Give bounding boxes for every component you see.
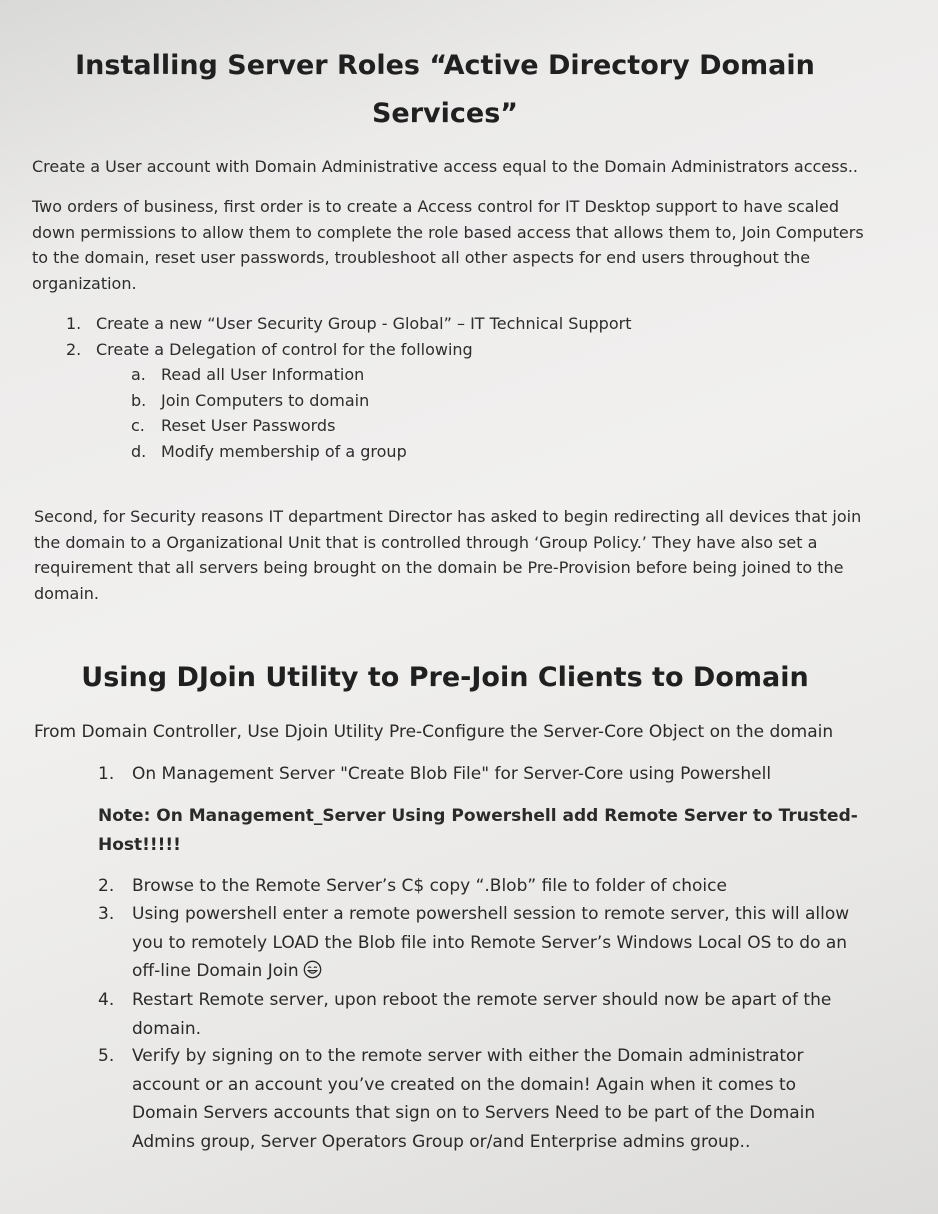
sub-list-letter: d. [131, 441, 147, 461]
note-line: Host!!!!! [98, 834, 181, 855]
paragraph1-line: to the domain, reset user passwords, troubleshoot all other aspects for end users throughout the [32, 248, 811, 267]
section1-paragraph2 [34, 504, 861, 606]
step-text: Admins group, Server Operators Group or/and Enterprise admins group.. [132, 1131, 751, 1152]
section1-title-line2: Services” [371, 98, 519, 129]
note-block [98, 802, 858, 859]
sub-list-letter: a. [131, 365, 146, 384]
step-item [98, 900, 849, 986]
sub-list-text: Reset User Passwords [161, 416, 336, 435]
section1-intro: Create a User account with Domain Administrative access equal to the Domain Administrators access.. [32, 157, 858, 176]
step-number: 2. [98, 876, 115, 896]
step-text: Restart Remote server, upon reboot the remote server should now be apart of the [132, 990, 832, 1010]
list-item [66, 311, 631, 337]
paragraph2-line: the domain to a Organizational Unit that is controlled through ‘Group Policy.’ They have also set a [34, 532, 818, 552]
list-number: 1. [66, 314, 82, 333]
list-item [66, 337, 631, 363]
section1-numbered-list [66, 311, 631, 362]
step-text: account or an account you’ve created on the domain! Again when it comes to [132, 1074, 797, 1095]
step-number: 3. [98, 904, 115, 924]
sub-list-letter: b. [131, 390, 147, 410]
paragraph2-line: requirement that all servers being brought on the domain be Pre-Provision before being joined to the [34, 558, 844, 577]
section2-title: Using DJoin Utility to Pre-Join Clients to Domain [81, 662, 809, 693]
step-text: Verify by signing on to the remote server with either the Domain administrator [132, 1046, 804, 1066]
step-text: domain. [132, 1018, 202, 1039]
list-text: Create a Delegation of control for the following [96, 339, 473, 359]
step-text: Domain Servers accounts that sign on to Servers Need to be part of the Domain [132, 1103, 816, 1123]
sub-list-item [131, 413, 407, 439]
step-number: 1. [98, 764, 115, 784]
step-number: 4. [98, 990, 115, 1010]
section2-intro: From Domain Controller, Use Djoin Utility Pre-Configure the Server-Core Object on the domain [34, 722, 834, 742]
step-text: On Management Server "Create Blob File" for Server-Core using Powershell [132, 764, 772, 784]
paragraph1-line: Two orders of business, first order is to create a Access control for IT Desktop support to have scaled [32, 197, 839, 216]
sub-list-item [131, 362, 407, 388]
smiling-face-icon [303, 960, 322, 979]
paragraph2-line: Second, for Security reasons IT department Director has asked to begin redirecting all devices that join [34, 507, 862, 526]
sub-list-item [131, 439, 407, 465]
sub-list-text: Modify membership of a group [161, 441, 407, 461]
paragraph1-line: organization. [32, 273, 137, 293]
sub-list-text: Join Computers to domain [161, 390, 370, 410]
list-number: 2. [66, 339, 82, 359]
step-item [98, 872, 727, 901]
step-text: off-line Domain Join [132, 961, 299, 981]
sub-list-item [131, 388, 407, 414]
note-line: Note: On Management_Server Using Powershell add Remote Server to Trusted- [98, 806, 858, 826]
step-item [98, 986, 831, 1043]
step-text: Using powershell enter a remote powershell session to remote server, this will allow [132, 904, 850, 924]
section1-paragraph1 [32, 194, 864, 296]
section1-sub-list [131, 362, 407, 464]
step-text: you to remotely LOAD the Blob file into Remote Server’s Windows Local OS to do an [132, 932, 848, 953]
step-item [98, 1042, 815, 1156]
step-number: 5. [98, 1046, 115, 1066]
paragraph2-line: domain. [34, 583, 100, 603]
sub-list-letter: c. [131, 416, 145, 435]
paragraph1-line: down permissions to allow them to complete the role based access that allows them to, Join Computers [32, 222, 864, 242]
list-text: Create a new “User Security Group - Global” – IT Technical Support [96, 314, 632, 333]
section1-title-line1: Installing Server Roles “Active Directory Domain [75, 50, 815, 81]
step-text: Browse to the Remote Server’s C$ copy “.Blob” file to folder of choice [132, 876, 727, 896]
step-item [98, 760, 771, 789]
sub-list-text: Read all User Information [161, 365, 365, 384]
